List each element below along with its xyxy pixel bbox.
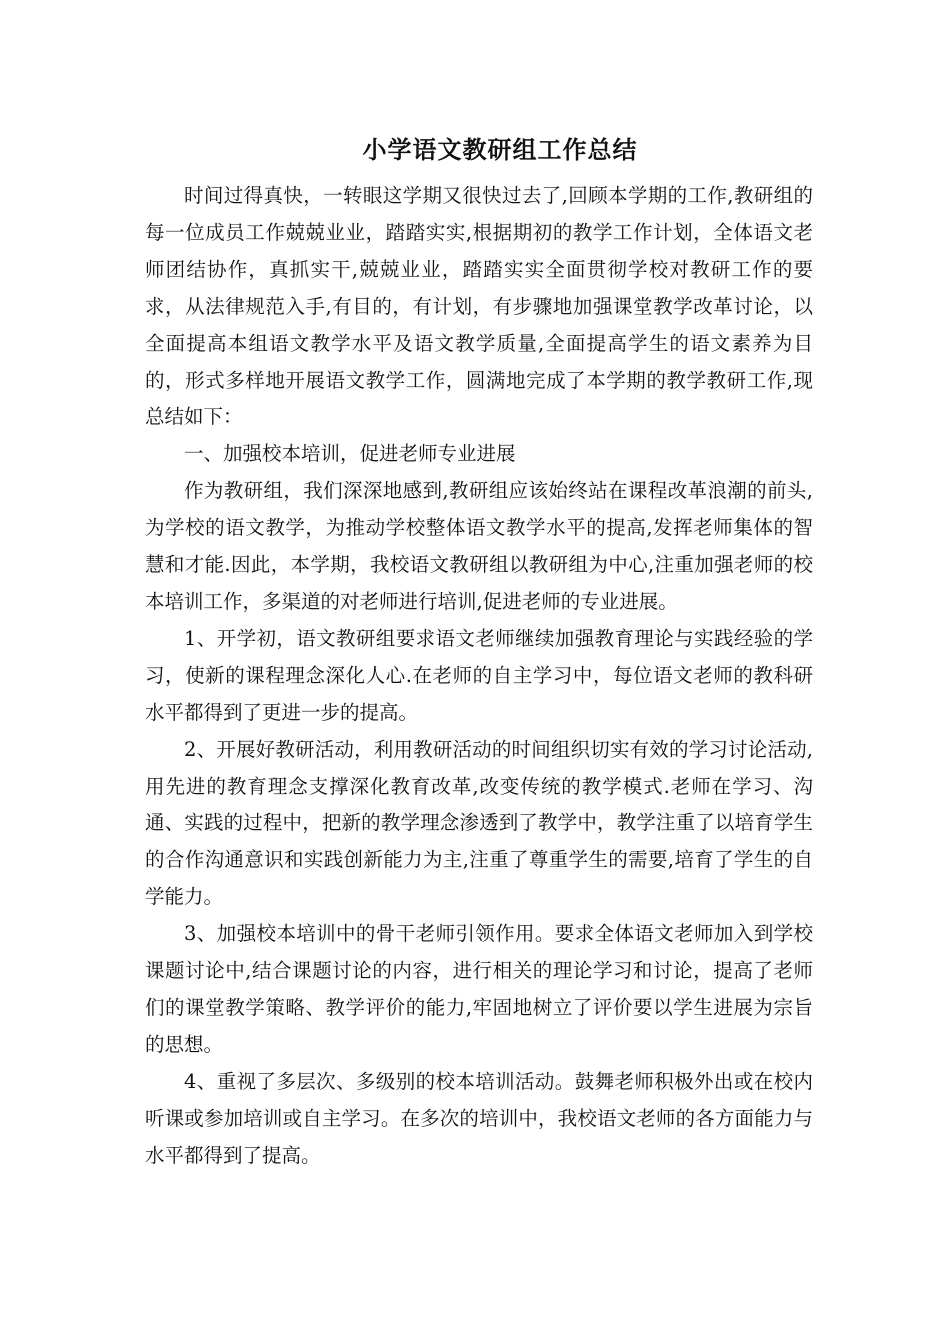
list-item-4: 4、重视了多层次、多级别的校本培训活动。鼓舞老师积极外出或在校内听课或参加培训或自主学习。在多次的培训中，我校语文老师的各方面能力与水平都得到了提高。	[145, 1069, 813, 1167]
section-heading-1: 一、加强校本培训，促进老师专业进展	[184, 442, 516, 466]
document-title: 小学语文教研组工作总结	[362, 136, 638, 164]
document-body	[145, 178, 813, 1174]
list-item-1: 1、开学初，语文教研组要求语文老师继续加强教育理论与实践经验的学习，使新的课程理念深化人心.在老师的自主学习中，每位语文老师的教科研水平都得到了更进一步的提高。	[145, 626, 813, 724]
paragraph-section-1-intro: 作为教研组，我们深深地感到,教研组应该始终站在课程改革浪潮的前头,为学校的语文教学，为推动学校整体语文教学水平的提高,发挥老师集体的智慧和才能.因此，本学期，我校语文教研组以教研组为中心,注重加强老师的校本培训工作，多渠道的对老师进行培训,促进老师的专业进展。	[145, 479, 813, 613]
list-item-2: 2、开展好教研活动，利用教研活动的时间组织切实有效的学习讨论活动,用先进的教育理念支撑深化教育改革,改变传统的教学模式.老师在学习、沟通、实践的过程中，把新的教学理念渗透到了教学中，教学注重了以培育学生的合作沟通意识和实践创新能力为主,注重了尊重学生的需要,培育了学生的自学能力。	[145, 737, 813, 909]
paragraph-intro: 时间过得真快，一转眼这学期又很快过去了,回顾本学期的工作,教研组的每一位成员工作兢兢业业，踏踏实实,根据期初的教学工作计划，全体语文老师团结协作，真抓实干,兢兢业业，踏踏实实全面贯彻学校对教研工作的要求，从法律规范入手,有目的，有计划，有步骤地加强课堂教学改革讨论，以全面提高本组语文教学水平及语文教学质量,全面提高学生的语文素养为目的，形式多样地开展语文教学工作，圆满地完成了本学期的教学教研工作,现总结如下：	[145, 184, 813, 429]
list-item-3: 3、加强校本培训中的骨干老师引领作用。要求全体语文老师加入到学校课题讨论中,结合课题讨论的内容，进行相关的理论学习和讨论，提高了老师们的课堂教学策略、教学评价的能力,牢固地树立了评价要以学生进展为宗旨的思想。	[145, 922, 813, 1056]
